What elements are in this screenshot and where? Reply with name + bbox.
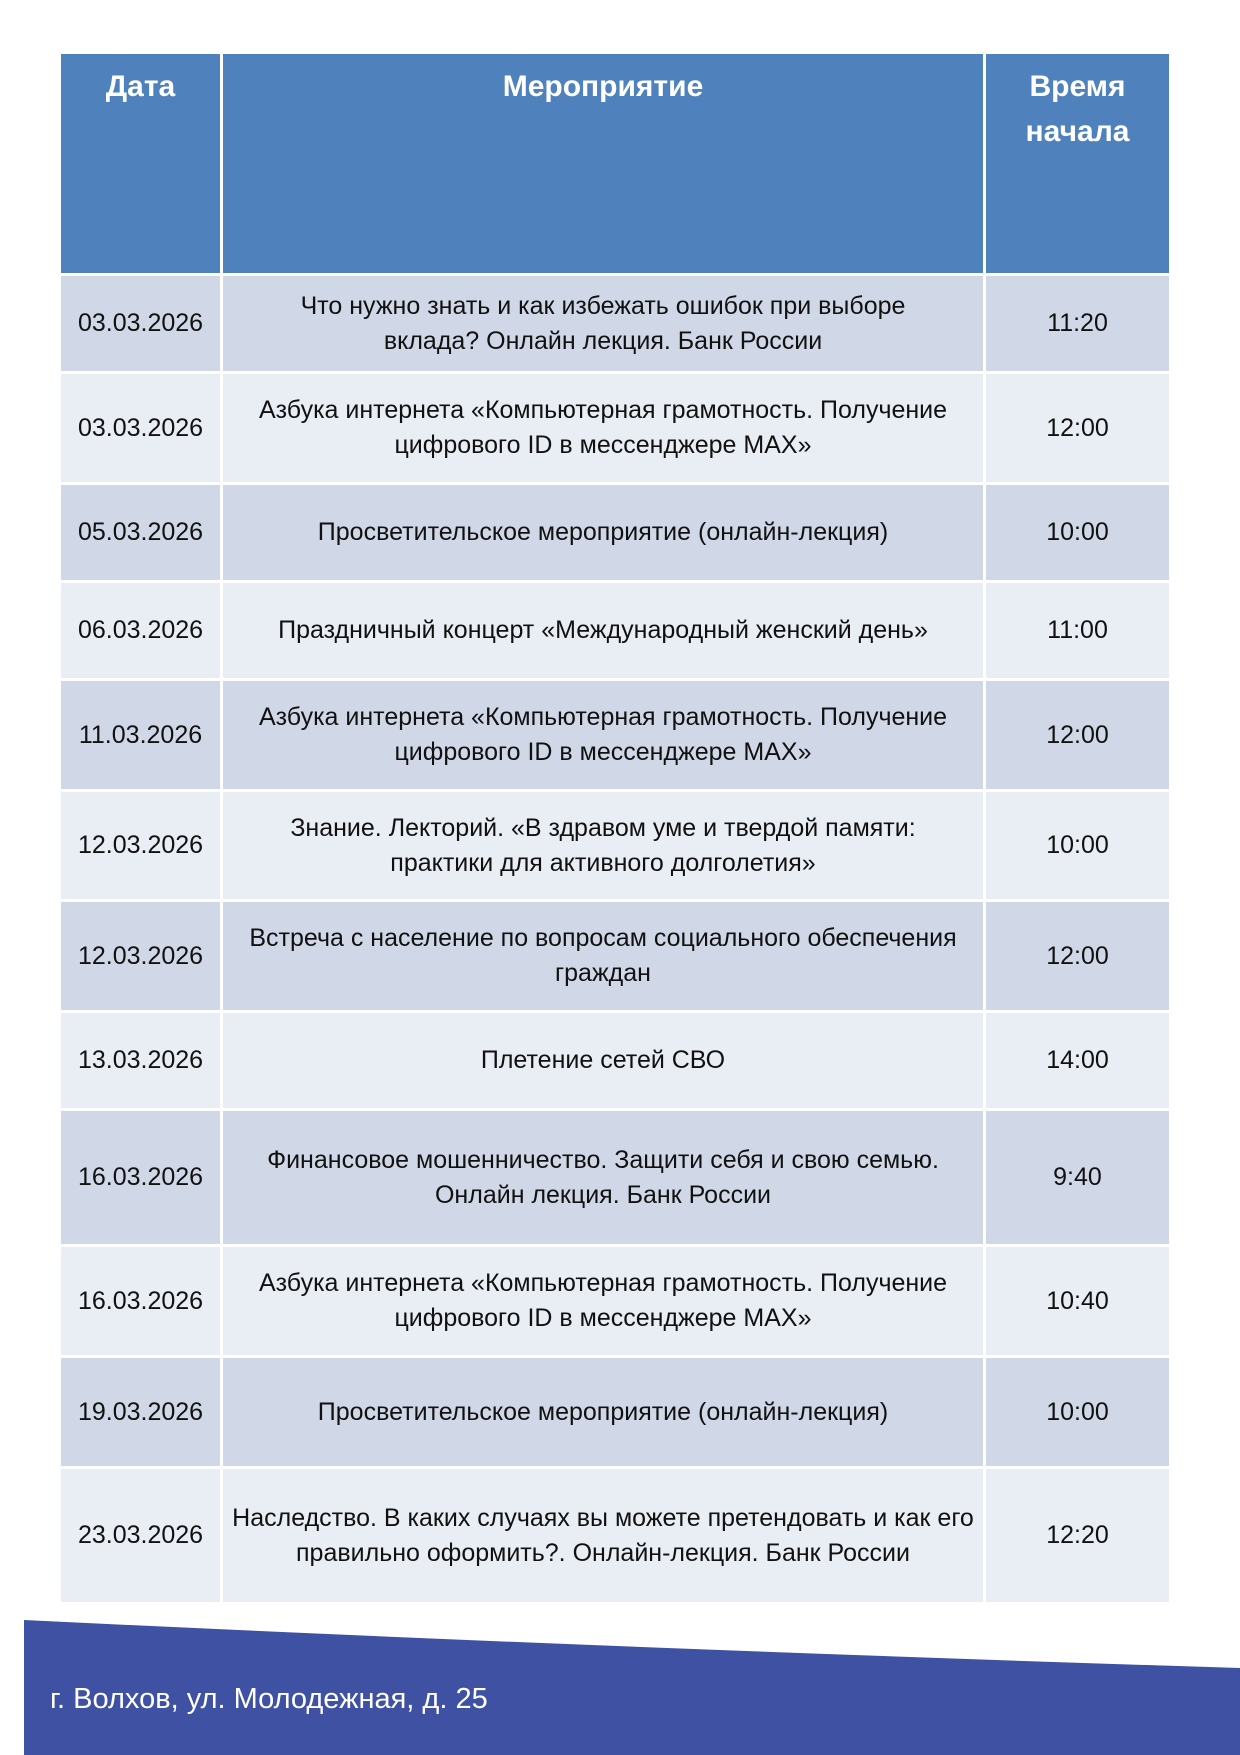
cell-time: 14:00 <box>985 1012 1171 1110</box>
cell-date: 12.03.2026 <box>60 791 222 901</box>
cell-event: Наследство. В каких случаях вы можете претендовать и как его правильно оформить?. Онлайн-лекция. Банк России <box>222 1468 985 1604</box>
header-event: Мероприятие <box>222 53 985 275</box>
cell-event: Азбука интернета «Компьютерная грамотность. Получение цифрового ID в мессенджере MAX» <box>222 1246 985 1357</box>
table-row <box>60 791 1171 901</box>
cell-event: Праздничный концерт «Международный женский день» <box>222 582 985 680</box>
cell-event: Финансовое мошенничество. Защити себя и свою семью. Онлайн лекция. Банк России <box>222 1110 985 1246</box>
table-row <box>60 582 1171 680</box>
cell-date: 11.03.2026 <box>60 680 222 791</box>
table-row <box>60 275 1171 373</box>
header-date: Дата <box>60 53 222 275</box>
cell-time: 10:00 <box>985 484 1171 582</box>
cell-event: Азбука интернета «Компьютерная грамотность. Получение цифрового ID в мессенджере MAX» <box>222 680 985 791</box>
cell-time: 10:00 <box>985 1357 1171 1468</box>
cell-date: 03.03.2026 <box>60 275 222 373</box>
cell-time: 12:00 <box>985 680 1171 791</box>
cell-event: Что нужно знать и как избежать ошибок при выборе вклада? Онлайн лекция. Банк России <box>222 275 985 373</box>
header-time <box>985 53 1171 275</box>
cell-date: 19.03.2026 <box>60 1357 222 1468</box>
footer-address: г. Волхов, ул. Молодежная, д. 25 <box>50 1683 488 1715</box>
cell-date: 16.03.2026 <box>60 1110 222 1246</box>
cell-time: 12:00 <box>985 373 1171 484</box>
cell-time: 10:00 <box>985 791 1171 901</box>
cell-time: 11:20 <box>985 275 1171 373</box>
table-row <box>60 1246 1171 1357</box>
table-row <box>60 373 1171 484</box>
cell-date: 23.03.2026 <box>60 1468 222 1604</box>
cell-time: 12:00 <box>985 901 1171 1012</box>
table-row <box>60 1468 1171 1604</box>
cell-event: Встреча с население по вопросам социального обеспечения граждан <box>222 901 985 1012</box>
cell-date: 06.03.2026 <box>60 582 222 680</box>
cell-time: 9:40 <box>985 1110 1171 1246</box>
cell-time: 11:00 <box>985 582 1171 680</box>
cell-time: 10:40 <box>985 1246 1171 1357</box>
table-row <box>60 484 1171 582</box>
cell-event: Просветительское мероприятие (онлайн-лекция) <box>222 484 985 582</box>
cell-event: Знание. Лекторий. «В здравом уме и твердой памяти: практики для активного долголетия» <box>222 791 985 901</box>
table-row <box>60 1357 1171 1468</box>
table-header-row <box>60 53 1171 275</box>
cell-date: 13.03.2026 <box>60 1012 222 1110</box>
events-table <box>58 51 1172 1605</box>
table-row <box>60 1110 1171 1246</box>
table-row <box>60 680 1171 791</box>
table-row <box>60 901 1171 1012</box>
cell-event: Азбука интернета «Компьютерная грамотность. Получение цифрового ID в мессенджере MAX» <box>222 373 985 484</box>
cell-date: 12.03.2026 <box>60 901 222 1012</box>
cell-date: 03.03.2026 <box>60 373 222 484</box>
cell-event: Плетение сетей СВО <box>222 1012 985 1110</box>
cell-event: Просветительское мероприятие (онлайн-лекция) <box>222 1357 985 1468</box>
cell-date: 16.03.2026 <box>60 1246 222 1357</box>
table-row <box>60 1012 1171 1110</box>
cell-date: 05.03.2026 <box>60 484 222 582</box>
cell-time: 12:20 <box>985 1468 1171 1604</box>
header-time-label: Время начала <box>1025 70 1130 148</box>
